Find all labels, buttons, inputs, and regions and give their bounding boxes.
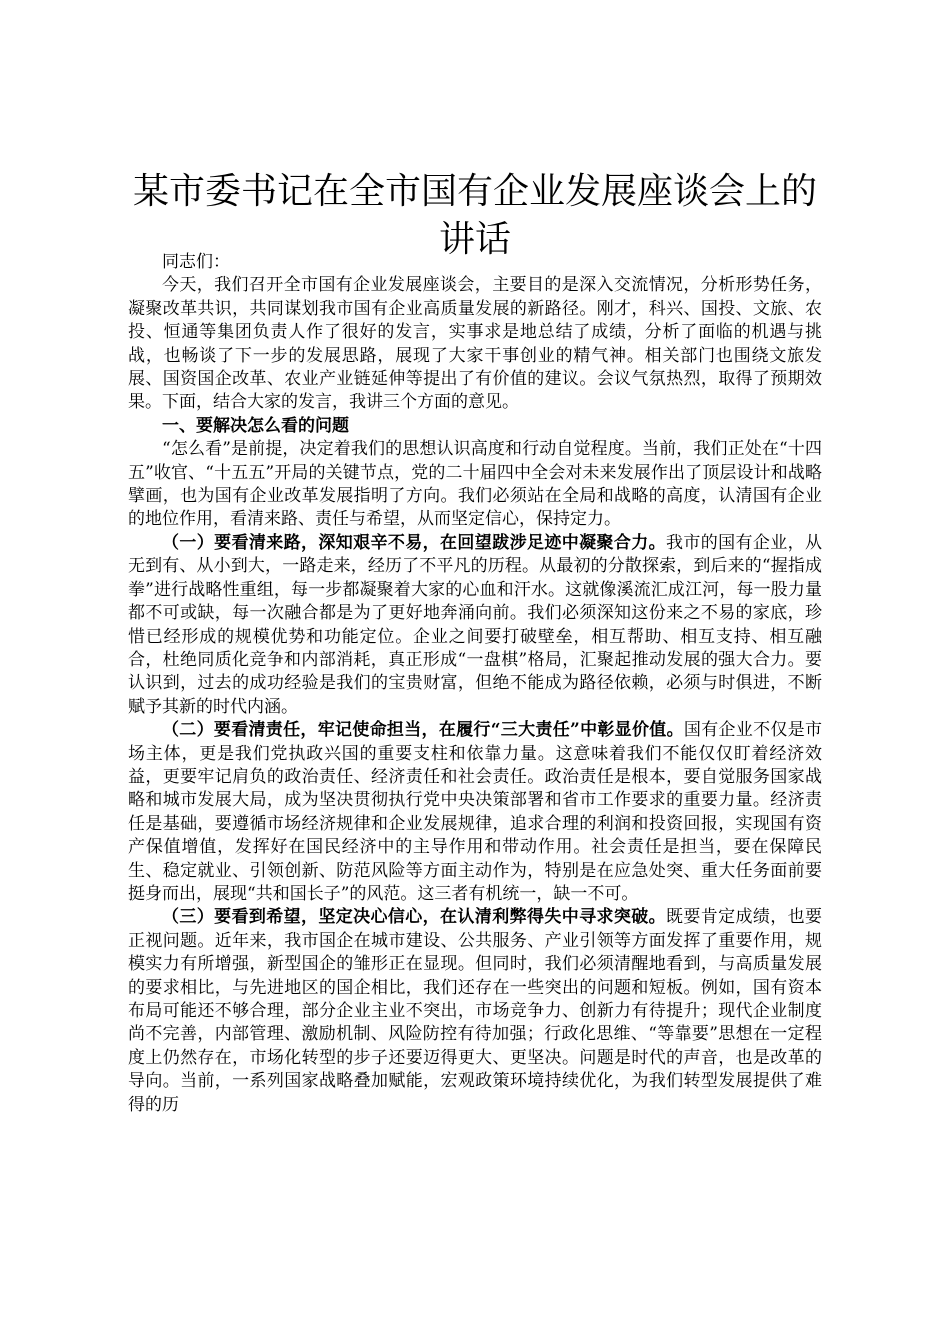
point-paragraph-1 — [128, 532, 822, 719]
document-body — [128, 251, 822, 1117]
point-text-2: 国有企业不仅是市场主体，更是我们党执政兴国的重要支柱和依靠力量。这意味着我们不能仅仅盯着经济效益，更要牢记肩负的政治责任、经济责任和社会责任。政治责任是根本，要自觉服务国家战略和城市发展大局，成为坚决贯彻执行党中央决策部署和省市工作要求的重要力量。经济责任是基础，要遵循市场经济规律和企业发展规律，追求合理的利润和投资回报，实现国有资产保值增值，发挥好在国民经济中的主导作用和带动作用。社会责任是担当，要在保障民生、稳定就业、引领创新、防范风险等方面主动作为，特别是在应急处突、重大任务面前要挺身而出，展现“共和国长子”的风范。这三者有机统一，缺一不可。 — [128, 720, 822, 904]
intro-paragraph: 今天，我们召开全市国有企业发展座谈会，主要目的是深入交流情况，分析形势任务，凝聚改革共识，共同谋划我市国有企业高质量发展的新路径。刚才，科兴、国投、文旅、农投、恒通等集团负责人作了很好的发言，实事求是地总结了成绩，分析了面临的机遇与挑战，也畅谈了下一步的发展思路，展现了大家干事创业的精气神。相关部门也围绕文旅发展、国资国企改革、农业产业链延伸等提出了有价值的建议。会议气氛热烈，取得了预期效果。下面，结合大家的发言，我讲三个方面的意见。 — [128, 275, 822, 413]
salutation: 同志们： — [162, 252, 230, 272]
point-paragraph-3 — [128, 906, 822, 1117]
point-text-3: 既要肯定成绩，也要正视问题。近年来，我市国企在城市建设、公共服务、产业引领等方面发挥了重要作用，规模实力有所增强，新型国企的雏形正在显现。但同时，我们必须清醒地看到，与高质量发展的要求相比，与先进地区的国企相比，我们还存在一些突出的问题和短板。例如，国有资本布局可能还不够合理，部分企业主业不突出，市场竞争力、创新力有待提升；现代企业制度尚不完善，内部管理、激励机制、风险防控有待加强；行政化思维、“等靠要”思想在一定程度上仍然存在，市场化转型的步子还要迈得更大、更坚决。问题是时代的声音，也是改革的导向。当前，一系列国家战略叠加赋能，宏观政策环境持续优化，为我们转型发展提供了难得的历 — [128, 907, 823, 1115]
point-lead-2: （二）要看清责任，牢记使命担当，在履行“三大责任”中彰显价值。 — [162, 720, 684, 741]
section-heading: 一、要解决怎么看的问题 — [162, 415, 349, 436]
point-lead-1: （一）要看清来路，深知艰辛不易，在回望跋涉足迹中凝聚合力。 — [162, 532, 666, 553]
document-title: 某市委书记在全市国有企业发展座谈会上的讲话 — [132, 171, 817, 260]
section-intro-paragraph: “怎么看”是前提，决定着我们的思想认识高度和行动自觉程度。当前，我们正处在“十四五”收官、“十五五”开局的关键节点，党的二十届四中全会对未来发展作出了顶层设计和战略擘画，也为国有企业改革发展指明了方向。我们必须站在全局和战略的高度，认清国有企业的地位作用，看清来路、责任与希望，从而坚定信心，保持定力。 — [128, 439, 822, 530]
point-paragraph-2 — [128, 719, 822, 906]
point-lead-3: （三）要看到希望，坚定决心信心，在认清利弊得失中寻求突破。 — [162, 907, 666, 928]
point-text-1: 我市的国有企业，从无到有、从小到大，一路走来，经历了不平凡的历程。从最初的分散探索，到后来的“握指成拳”进行战略性重组，每一步都凝聚着大家的心血和汗水。这就像溪流汇成江河，每一股力量都不可或缺，每一次融合都是为了更好地奔涌向前。我们必须深知这份来之不易的家底，珍惜已经形成的规模优势和功能定位。企业之间要打破壁垒，相互帮助、相互支持、相互融合，杜绝同质化竞争和内部消耗，真正形成“一盘棋”格局，汇聚起推动发展的强大合力。要认识到，过去的成功经验是我们的宝贵财富，但绝不能成为路径依赖，必须与时俱进，不断赋予其新的时代内涵。 — [128, 532, 823, 717]
